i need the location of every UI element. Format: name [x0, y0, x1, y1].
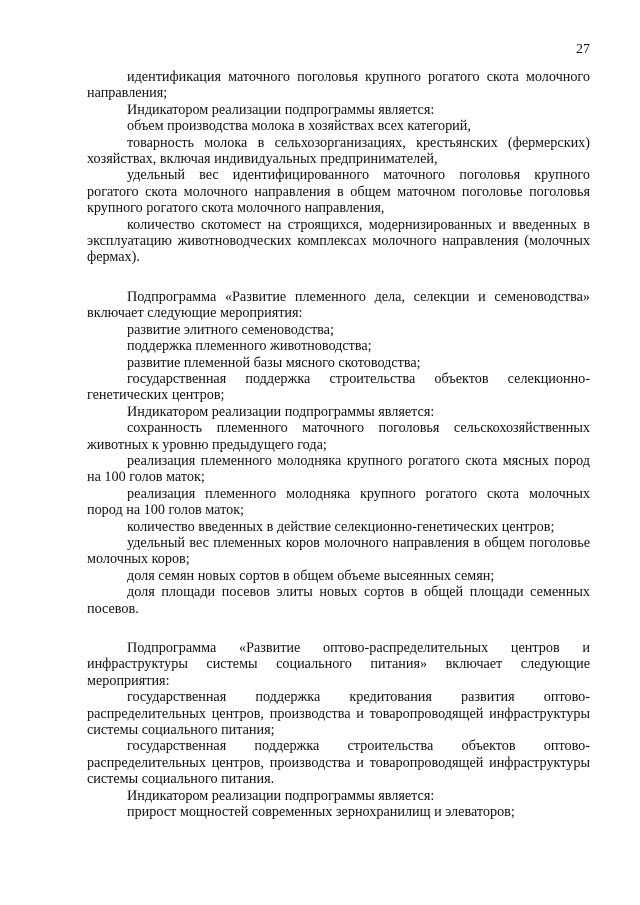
paragraph: государственная поддержка строительства объектов оптово-распределительных центров, производства и товаропроводящей инфраструктуры системы социального питания.	[87, 738, 590, 788]
paragraph: идентификация маточного поголовья крупного рогатого скота молочного направления;	[87, 69, 590, 102]
paragraph: Индикатором реализации подпрограммы является:	[127, 101, 435, 118]
paragraph: развитие элитного семеноводства;	[127, 321, 334, 338]
paragraph: Индикатором реализации подпрограммы является:	[127, 787, 435, 804]
paragraph: сохранность племенного маточного поголовья сельскохозяйственных животных к уровню предыдущего года;	[87, 420, 590, 453]
paragraph: удельный вес идентифицированного маточного поголовья крупного рогатого скота молочного направления в общем маточном поголовье поголовья крупного рогатого скота молочного направления,	[87, 167, 590, 217]
paragraph: Подпрограмма «Развитие племенного дела, селекции и семеноводства» включает следующие мероприятия:	[87, 288, 590, 322]
paragraph: государственная поддержка кредитования развития оптово-распределительных центров, производства и товаропроводящей инфраструктуры системы социального питания;	[87, 689, 590, 739]
paragraph: объем производства молока в хозяйствах всех категорий,	[127, 118, 471, 135]
paragraph: поддержка племенного животноводства;	[127, 338, 372, 355]
paragraph: государственная поддержка строительства объектов селекционно-генетических центров;	[87, 370, 590, 404]
paragraph: удельный вес племенных коров молочного направления в общем поголовье молочных коров;	[87, 534, 590, 568]
page-number: 27	[576, 42, 590, 57]
paragraph: реализация племенного молодняка крупного рогатого скота молочных пород на 100 голов маток;	[87, 485, 590, 519]
paragraph: товарность молока в сельхозорганизациях, крестьянских (фермерских) хозяйствах, включая индивидуальных предпринимателей,	[87, 134, 590, 168]
paragraph: прирост мощностей современных зернохранилищ и элеваторов;	[127, 804, 515, 821]
paragraph: количество введенных в действие селекционно-генетических центров;	[127, 518, 555, 535]
paragraph: реализация племенного молодняка крупного рогатого скота мясных пород на 100 голов маток;	[87, 452, 590, 486]
paragraph: Подпрограмма «Развитие оптово-распределительных центров и инфраструктуры системы социального питания» включает следующие мероприятия:	[87, 640, 590, 689]
paragraph: Индикатором реализации подпрограммы является:	[127, 403, 435, 420]
paragraph: количество скотомест на строящихся, модернизированных и введенных в эксплуатацию животноводческих комплексах молочного направления (молочных фермах).	[87, 216, 590, 266]
paragraph: доля площади посевов элиты новых сортов в общей площади семенных посевов.	[87, 584, 590, 617]
paragraph: развитие племенной базы мясного скотоводства;	[127, 354, 421, 371]
document-body	[87, 69, 590, 820]
paragraph: доля семян новых сортов в общем объеме высеянных семян;	[127, 567, 495, 584]
